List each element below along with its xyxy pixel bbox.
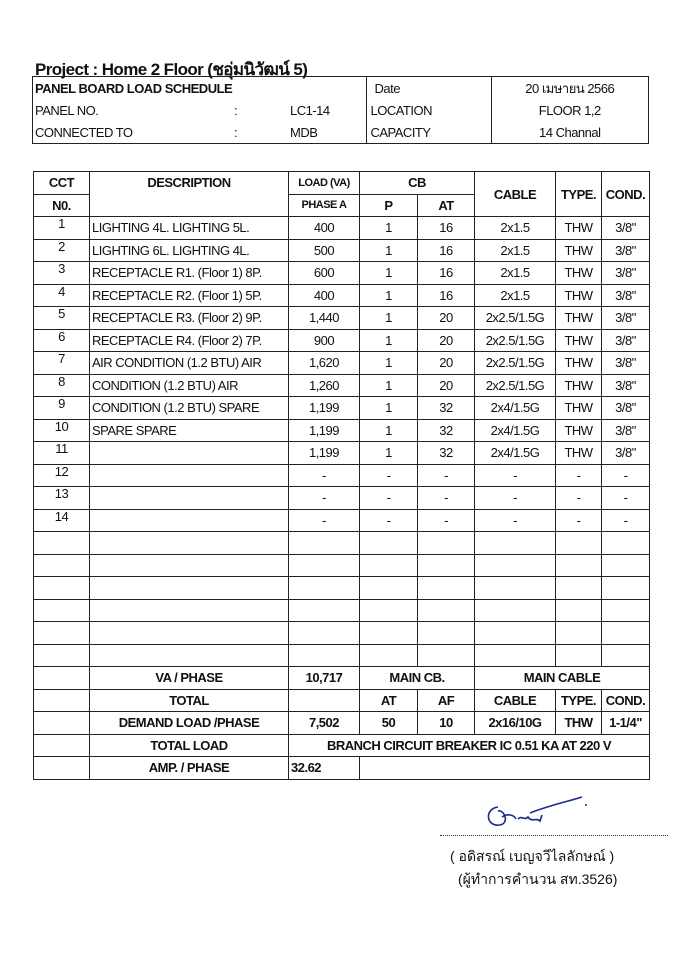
cell-type: THW bbox=[556, 284, 602, 307]
cell-type bbox=[556, 644, 602, 667]
cell-description bbox=[90, 622, 289, 645]
cell-cable: 2x2.5/1.5G bbox=[475, 329, 556, 352]
table-row bbox=[34, 217, 650, 240]
at-label: AT bbox=[360, 689, 418, 712]
cell-type: - bbox=[556, 509, 602, 532]
cell-cable: 2x2.5/1.5G bbox=[475, 352, 556, 375]
cell-load-va: 1,440 bbox=[289, 307, 360, 330]
cell-cond: - bbox=[602, 509, 650, 532]
cell-type: THW bbox=[556, 352, 602, 375]
amp-label: AMP. / PHASE bbox=[90, 757, 289, 780]
cell-cable: 2x1.5 bbox=[475, 262, 556, 285]
cell-description: RECEPTACLE R4. (Floor 2) 7P. bbox=[90, 329, 289, 352]
cell-cable: 2x2.5/1.5G bbox=[475, 374, 556, 397]
cell-cable: - bbox=[475, 464, 556, 487]
cell-cct-no bbox=[34, 644, 90, 667]
cond-label: COND. bbox=[602, 689, 650, 712]
cell-cable: 2x2.5/1.5G bbox=[475, 307, 556, 330]
table-row bbox=[34, 262, 650, 285]
cell-load-va: - bbox=[289, 509, 360, 532]
col-description: DESCRIPTION bbox=[90, 172, 289, 217]
main-at: 50 bbox=[360, 712, 418, 735]
cell-cable: 2x4/1.5G bbox=[475, 419, 556, 442]
cell-load-va: 1,620 bbox=[289, 352, 360, 375]
breaker-note: BRANCH CIRCUIT BREAKER IC 0.51 KA AT 220 V bbox=[289, 734, 650, 757]
cell-cb-pole bbox=[360, 644, 418, 667]
cell-load-va: 900 bbox=[289, 329, 360, 352]
cell-type: THW bbox=[556, 442, 602, 465]
cell-load-va: 1,199 bbox=[289, 397, 360, 420]
table-row bbox=[34, 554, 650, 577]
cell-cct-no: 5 bbox=[34, 307, 90, 330]
col-no: N0. bbox=[34, 194, 90, 217]
cell-type bbox=[556, 599, 602, 622]
main-af: 10 bbox=[418, 712, 475, 735]
table-row bbox=[34, 307, 650, 330]
table-row bbox=[34, 239, 650, 262]
cell-cb-pole: 1 bbox=[360, 397, 418, 420]
cell-description: CONDITION (1.2 BTU) AIR bbox=[90, 374, 289, 397]
af-label: AF bbox=[418, 689, 475, 712]
colon: : bbox=[233, 124, 238, 140]
cell-description: RECEPTACLE R1. (Floor 1) 8P. bbox=[90, 262, 289, 285]
cell-cb-at: 20 bbox=[418, 374, 475, 397]
cell-cct-no: 4 bbox=[34, 284, 90, 307]
va-phase-label: VA / PHASE bbox=[90, 667, 289, 690]
cell-cb-at bbox=[418, 644, 475, 667]
cell-cond: 3/8" bbox=[602, 397, 650, 420]
table-row bbox=[34, 397, 650, 420]
table-row bbox=[34, 487, 650, 510]
total-load-label: TOTAL LOAD bbox=[90, 734, 289, 757]
cell-cb-at: 20 bbox=[418, 307, 475, 330]
date-label: Date bbox=[366, 77, 491, 99]
cell-cb-pole: 1 bbox=[360, 352, 418, 375]
cell-type: THW bbox=[556, 262, 602, 285]
cell-type bbox=[556, 554, 602, 577]
cell-cct-no: 8 bbox=[34, 374, 90, 397]
cell-load-va: 1,260 bbox=[289, 374, 360, 397]
cell-cable: 2x1.5 bbox=[475, 217, 556, 240]
col-at: AT bbox=[418, 194, 475, 217]
cell-cb-at: 16 bbox=[418, 262, 475, 285]
cell-cable bbox=[475, 554, 556, 577]
cable-label: CABLE bbox=[475, 689, 556, 712]
main-type: THW bbox=[556, 712, 602, 735]
cell-load-va bbox=[289, 577, 360, 600]
cell-cond bbox=[602, 577, 650, 600]
table-row bbox=[34, 599, 650, 622]
connected-to-value: MDB bbox=[290, 124, 318, 140]
cell-cable: 2x1.5 bbox=[475, 239, 556, 262]
cell-cct-no bbox=[34, 599, 90, 622]
cell-cable: 2x1.5 bbox=[475, 284, 556, 307]
cell-description: RECEPTACLE R3. (Floor 2) 9P. bbox=[90, 307, 289, 330]
amp-value: 32.62 bbox=[289, 757, 360, 780]
signature-image bbox=[480, 795, 590, 835]
cell-type: - bbox=[556, 464, 602, 487]
col-cond: COND. bbox=[602, 172, 650, 217]
cell-description bbox=[90, 599, 289, 622]
cell-type: - bbox=[556, 487, 602, 510]
cell-cct-no bbox=[34, 622, 90, 645]
cell-cable: - bbox=[475, 487, 556, 510]
cell-load-va: 1,199 bbox=[289, 419, 360, 442]
table-row bbox=[34, 532, 650, 555]
table-row bbox=[34, 644, 650, 667]
signature-line bbox=[440, 835, 668, 836]
col-phase: PHASE A bbox=[289, 194, 360, 217]
table-row bbox=[34, 374, 650, 397]
cell-cb-at: 32 bbox=[418, 397, 475, 420]
cell-cb-pole: 1 bbox=[360, 284, 418, 307]
col-type: TYPE. bbox=[556, 172, 602, 217]
cell-cct-no: 2 bbox=[34, 239, 90, 262]
cell-cb-at: 16 bbox=[418, 217, 475, 240]
table-row bbox=[34, 442, 650, 465]
col-cct: CCT bbox=[34, 172, 90, 195]
cell-load-va bbox=[289, 532, 360, 555]
cell-description bbox=[90, 509, 289, 532]
main-cb-label: MAIN CB. bbox=[360, 667, 475, 690]
cell-description: AIR CONDITION (1.2 BTU) AIR bbox=[90, 352, 289, 375]
cell-cct-no: 10 bbox=[34, 419, 90, 442]
cell-type: THW bbox=[556, 419, 602, 442]
table-row bbox=[34, 352, 650, 375]
cell-load-va bbox=[289, 644, 360, 667]
cell-cb-at: - bbox=[418, 464, 475, 487]
panel-no-value: LC1-14 bbox=[290, 102, 330, 118]
cell-cb-pole: 1 bbox=[360, 307, 418, 330]
cell-cond bbox=[602, 599, 650, 622]
cell-cct-no bbox=[34, 577, 90, 600]
cell-cct-no: 12 bbox=[34, 464, 90, 487]
col-p: P bbox=[360, 194, 418, 217]
location-label: LOCATION bbox=[366, 99, 491, 121]
cell-cb-at: 20 bbox=[418, 329, 475, 352]
cell-cond: - bbox=[602, 487, 650, 510]
cell-type bbox=[556, 577, 602, 600]
cell-type: THW bbox=[556, 329, 602, 352]
cell-cb-at: 32 bbox=[418, 442, 475, 465]
cell-description: RECEPTACLE R2. (Floor 1) 5P. bbox=[90, 284, 289, 307]
main-cond: 1-1/4" bbox=[602, 712, 650, 735]
cell-cb-pole bbox=[360, 532, 418, 555]
cell-cable: 2x4/1.5G bbox=[475, 397, 556, 420]
cell-cond: 3/8" bbox=[602, 442, 650, 465]
total-label: TOTAL bbox=[90, 689, 289, 712]
table-row bbox=[34, 329, 650, 352]
cell-cond: 3/8" bbox=[602, 307, 650, 330]
cell-cable bbox=[475, 532, 556, 555]
cell-cable: 2x4/1.5G bbox=[475, 442, 556, 465]
cell-load-va bbox=[289, 554, 360, 577]
cell-load-va: 400 bbox=[289, 217, 360, 240]
cell-cb-at: 20 bbox=[418, 352, 475, 375]
main-cable-label: MAIN CABLE bbox=[475, 667, 650, 690]
table-row bbox=[34, 464, 650, 487]
cell-type bbox=[556, 622, 602, 645]
cell-type: THW bbox=[556, 374, 602, 397]
cell-cb-at bbox=[418, 532, 475, 555]
cell-type bbox=[556, 532, 602, 555]
cell-load-va: 600 bbox=[289, 262, 360, 285]
load-schedule-table bbox=[33, 171, 650, 780]
cell-cb-pole: 1 bbox=[360, 419, 418, 442]
date-value: 20 เมษายน 2566 bbox=[491, 77, 648, 99]
cell-cb-pole: 1 bbox=[360, 329, 418, 352]
cell-cb-pole: 1 bbox=[360, 262, 418, 285]
cell-cct-no bbox=[34, 532, 90, 555]
cell-load-va: 500 bbox=[289, 239, 360, 262]
cell-description bbox=[90, 487, 289, 510]
col-load: LOAD (VA) bbox=[289, 172, 360, 195]
connected-to-label: CONNECTED TO bbox=[35, 124, 133, 140]
cell-cb-pole: 1 bbox=[360, 217, 418, 240]
cell-cb-pole: - bbox=[360, 509, 418, 532]
cell-cb-at bbox=[418, 622, 475, 645]
cell-load-va: 400 bbox=[289, 284, 360, 307]
panel-no-label: PANEL NO. bbox=[35, 102, 99, 118]
cell-cct-no: 1 bbox=[34, 217, 90, 240]
cell-cond bbox=[602, 532, 650, 555]
cell-cb-pole: 1 bbox=[360, 442, 418, 465]
col-cb: CB bbox=[360, 172, 475, 195]
cell-cb-at: 16 bbox=[418, 239, 475, 262]
project-title: Project : Home 2 Floor (ชอุ่มนิวัฒน์ 5) bbox=[35, 60, 308, 79]
demand-value: 7,502 bbox=[289, 712, 360, 735]
cell-type: THW bbox=[556, 397, 602, 420]
cell-description bbox=[90, 577, 289, 600]
cell-cct-no: 9 bbox=[34, 397, 90, 420]
cell-cct-no: 13 bbox=[34, 487, 90, 510]
cell-description: LIGHTING 4L. LIGHTING 5L. bbox=[90, 217, 289, 240]
cell-cond: 3/8" bbox=[602, 374, 650, 397]
signer-name: ( อดิสรณ์ เบญจวีไลลักษณ์ ) bbox=[450, 848, 615, 864]
cell-description bbox=[90, 442, 289, 465]
table-row bbox=[34, 622, 650, 645]
cell-cct-no: 11 bbox=[34, 442, 90, 465]
cell-cct-no: 3 bbox=[34, 262, 90, 285]
cell-cb-pole bbox=[360, 554, 418, 577]
signer-role: (ผู้ทำการคำนวน สท.3526) bbox=[458, 871, 618, 887]
cell-load-va: - bbox=[289, 464, 360, 487]
cell-description bbox=[90, 532, 289, 555]
header-info bbox=[33, 77, 648, 143]
capacity-value: 14 Channal bbox=[491, 121, 648, 143]
cell-cb-at: 32 bbox=[418, 419, 475, 442]
cell-cable bbox=[475, 599, 556, 622]
col-cable: CABLE bbox=[475, 172, 556, 217]
cell-load-va: - bbox=[289, 487, 360, 510]
cell-cb-at bbox=[418, 577, 475, 600]
cell-description bbox=[90, 644, 289, 667]
cell-cb-at: 16 bbox=[418, 284, 475, 307]
cell-cb-pole: - bbox=[360, 487, 418, 510]
cell-cable bbox=[475, 622, 556, 645]
table-row bbox=[34, 284, 650, 307]
cell-load-va: 1,199 bbox=[289, 442, 360, 465]
cell-cb-pole: 1 bbox=[360, 374, 418, 397]
cell-description: LIGHTING 6L. LIGHTING 4L. bbox=[90, 239, 289, 262]
cell-description bbox=[90, 464, 289, 487]
cell-cond: 3/8" bbox=[602, 352, 650, 375]
cell-cond bbox=[602, 622, 650, 645]
cell-description: CONDITION (1.2 BTU) SPARE bbox=[90, 397, 289, 420]
type-label: TYPE. bbox=[556, 689, 602, 712]
colon: : bbox=[233, 102, 238, 118]
cell-cb-at bbox=[418, 599, 475, 622]
cell-cond: 3/8" bbox=[602, 284, 650, 307]
cell-cb-at bbox=[418, 554, 475, 577]
cell-description: SPARE SPARE bbox=[90, 419, 289, 442]
cell-cond: 3/8" bbox=[602, 262, 650, 285]
cell-cond bbox=[602, 644, 650, 667]
main-cable-size: 2x16/10G bbox=[475, 712, 556, 735]
cell-description bbox=[90, 554, 289, 577]
cell-cb-pole bbox=[360, 577, 418, 600]
cell-cable bbox=[475, 644, 556, 667]
cell-cct-no bbox=[34, 554, 90, 577]
demand-label: DEMAND LOAD /PHASE bbox=[90, 712, 289, 735]
cell-type: THW bbox=[556, 307, 602, 330]
cell-cond bbox=[602, 554, 650, 577]
cell-cable bbox=[475, 577, 556, 600]
cell-cond: 3/8" bbox=[602, 217, 650, 240]
va-phase-value: 10,717 bbox=[289, 667, 360, 690]
capacity-label: CAPACITY bbox=[366, 121, 491, 143]
cell-cable: - bbox=[475, 509, 556, 532]
cell-cb-at: - bbox=[418, 487, 475, 510]
table-row bbox=[34, 419, 650, 442]
location-value: FLOOR 1,2 bbox=[491, 99, 648, 121]
cell-cct-no: 14 bbox=[34, 509, 90, 532]
cell-cct-no: 6 bbox=[34, 329, 90, 352]
cell-cct-no: 7 bbox=[34, 352, 90, 375]
cell-cb-pole: 1 bbox=[360, 239, 418, 262]
cell-cb-pole bbox=[360, 622, 418, 645]
schedule-title: PANEL BOARD LOAD SCHEDULE bbox=[35, 80, 233, 96]
cell-cond: 3/8" bbox=[602, 419, 650, 442]
cell-cb-pole bbox=[360, 599, 418, 622]
cell-cond: - bbox=[602, 464, 650, 487]
cell-cond: 3/8" bbox=[602, 329, 650, 352]
cell-cond: 3/8" bbox=[602, 239, 650, 262]
cell-type: THW bbox=[556, 239, 602, 262]
cell-cb-pole: - bbox=[360, 464, 418, 487]
cell-type: THW bbox=[556, 217, 602, 240]
cell-load-va bbox=[289, 622, 360, 645]
table-row bbox=[34, 577, 650, 600]
table-row bbox=[34, 509, 650, 532]
cell-load-va bbox=[289, 599, 360, 622]
cell-cb-at: - bbox=[418, 509, 475, 532]
